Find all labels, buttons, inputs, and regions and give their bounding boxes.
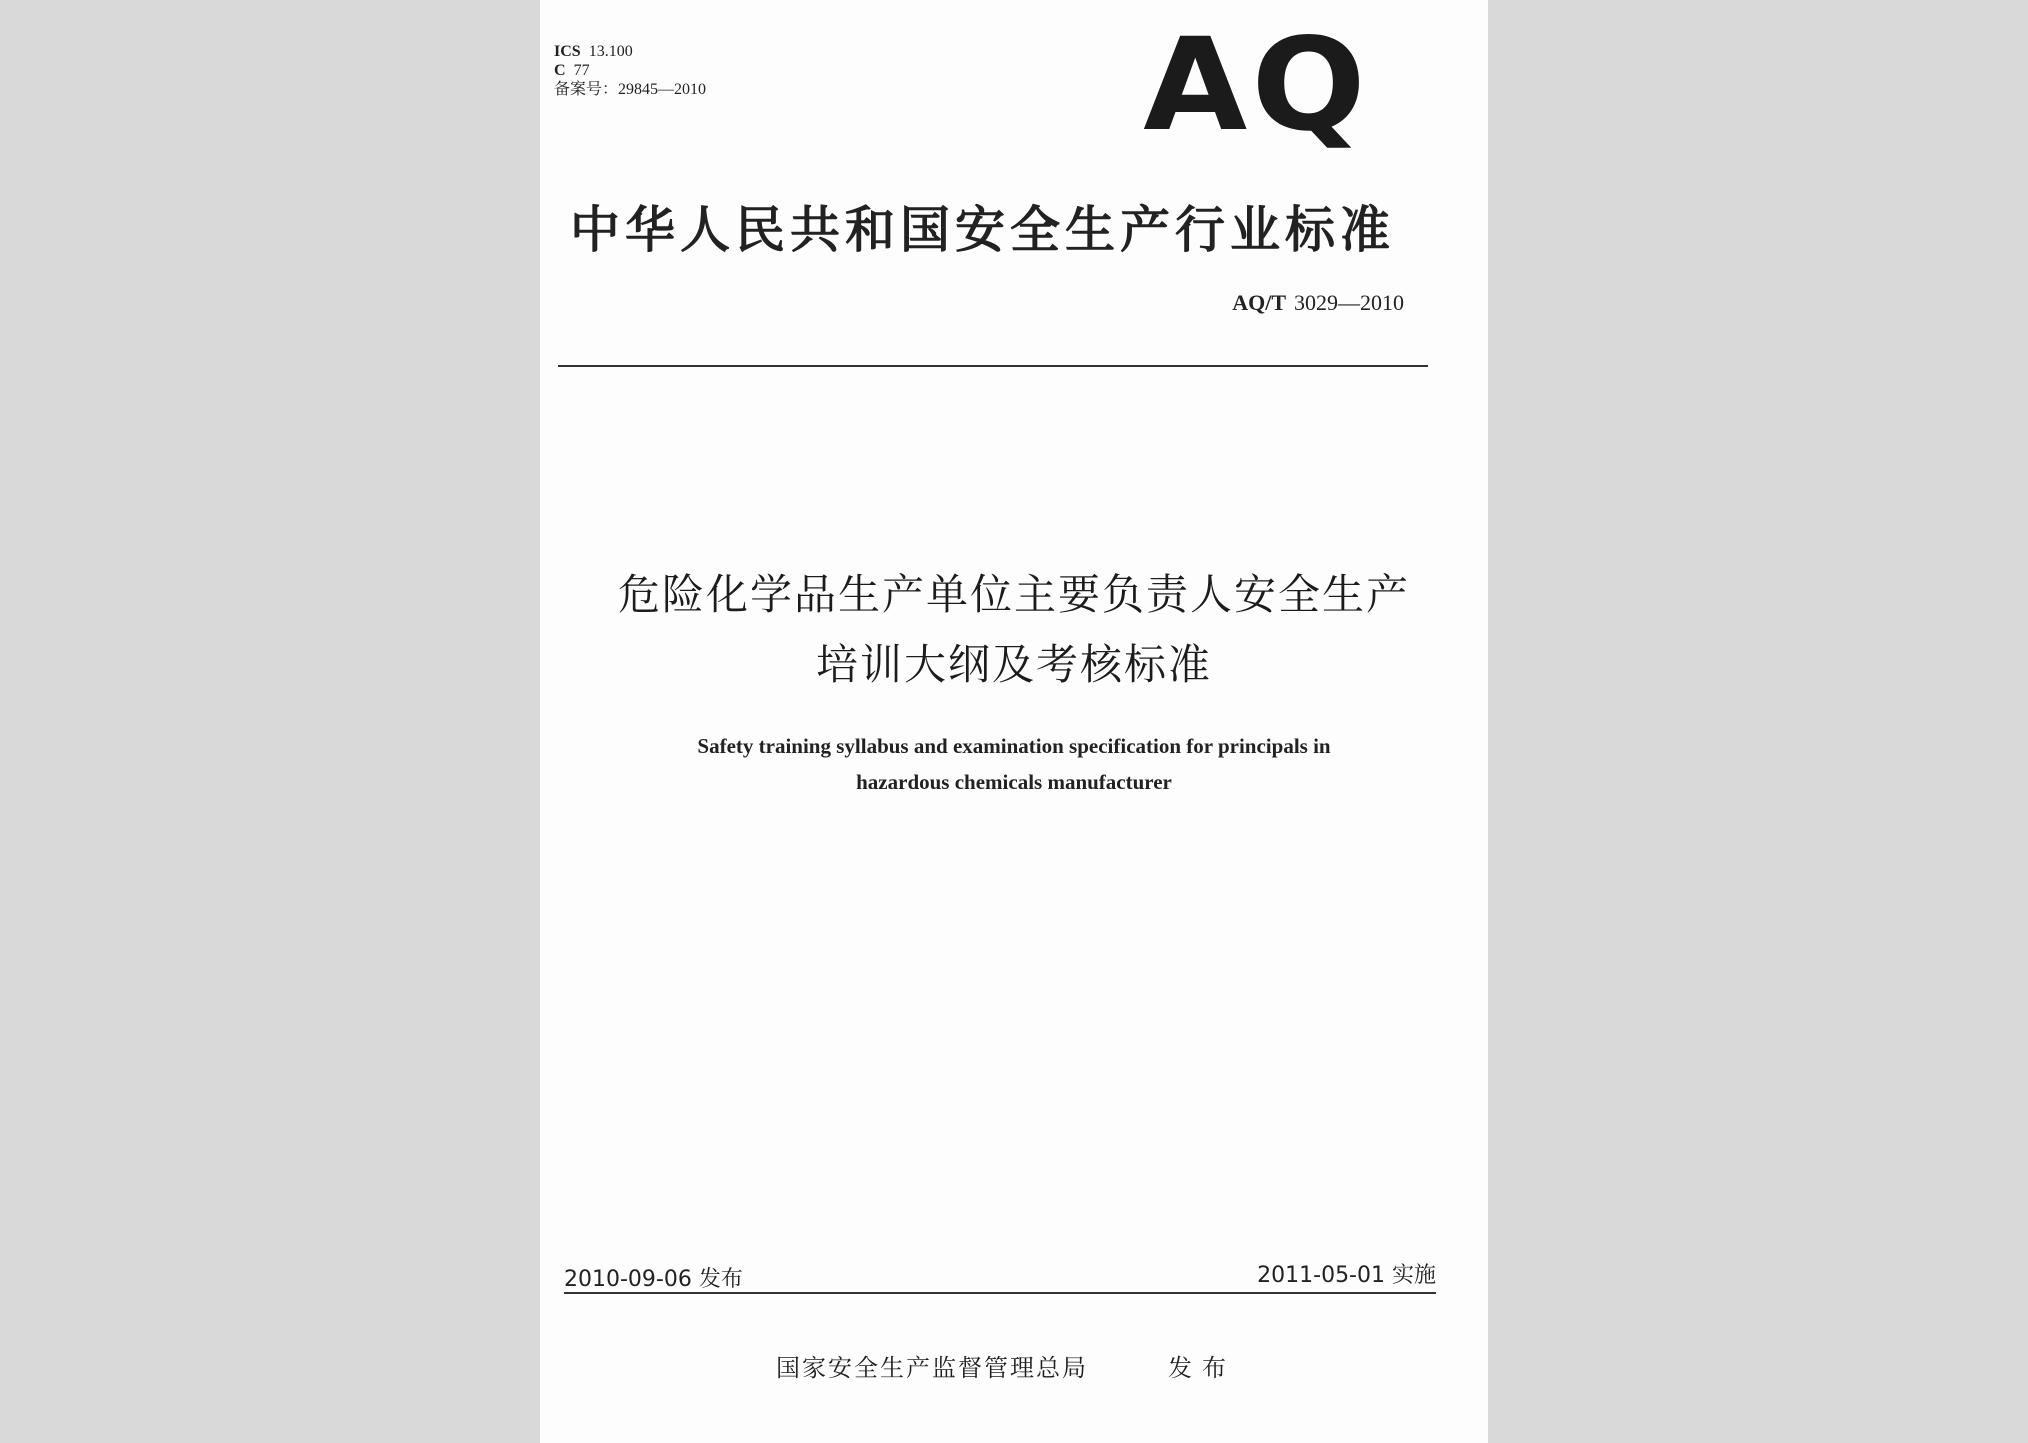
top-divider [558,365,1428,367]
issue-date: 2010-09-06 发布 [564,1267,743,1292]
aq-logo: AQ [1143,11,1370,160]
document-title-en-line1: Safety training syllabus and examination specification for principals in [697,734,1331,758]
ics-line [554,42,706,61]
document-cover [540,0,1488,1443]
classification-block [554,42,706,99]
ccs-label: C [554,62,566,79]
document-title-en-line2: hazardous chemicals manufacturer [856,770,1172,794]
standard-code [1232,290,1404,316]
ccs-value: 77 [573,62,590,79]
ics-value: 13.100 [588,43,633,60]
implementation-date: 2011-05-01 实施 [1257,1263,1436,1288]
ccs-line [554,61,706,80]
document-title-cn-line1: 危险化学品生产单位主要负责人安全生产 [617,570,1410,619]
document-title-cn-line2: 培训大纲及考核标准 [815,640,1212,689]
filing-number: 备案号：29845—2010 [554,81,707,98]
standard-code-number: 3029—2010 [1294,290,1404,315]
publisher: 国家安全生产监督管理总局 [776,1354,1088,1382]
publish-label: 发布 [1168,1354,1236,1382]
series-title: 中华人民共和国安全生产行业标准 [570,201,1395,259]
ics-label: ICS [554,43,581,60]
standard-code-prefix: AQ/T [1232,290,1286,315]
bottom-divider [564,1292,1436,1294]
